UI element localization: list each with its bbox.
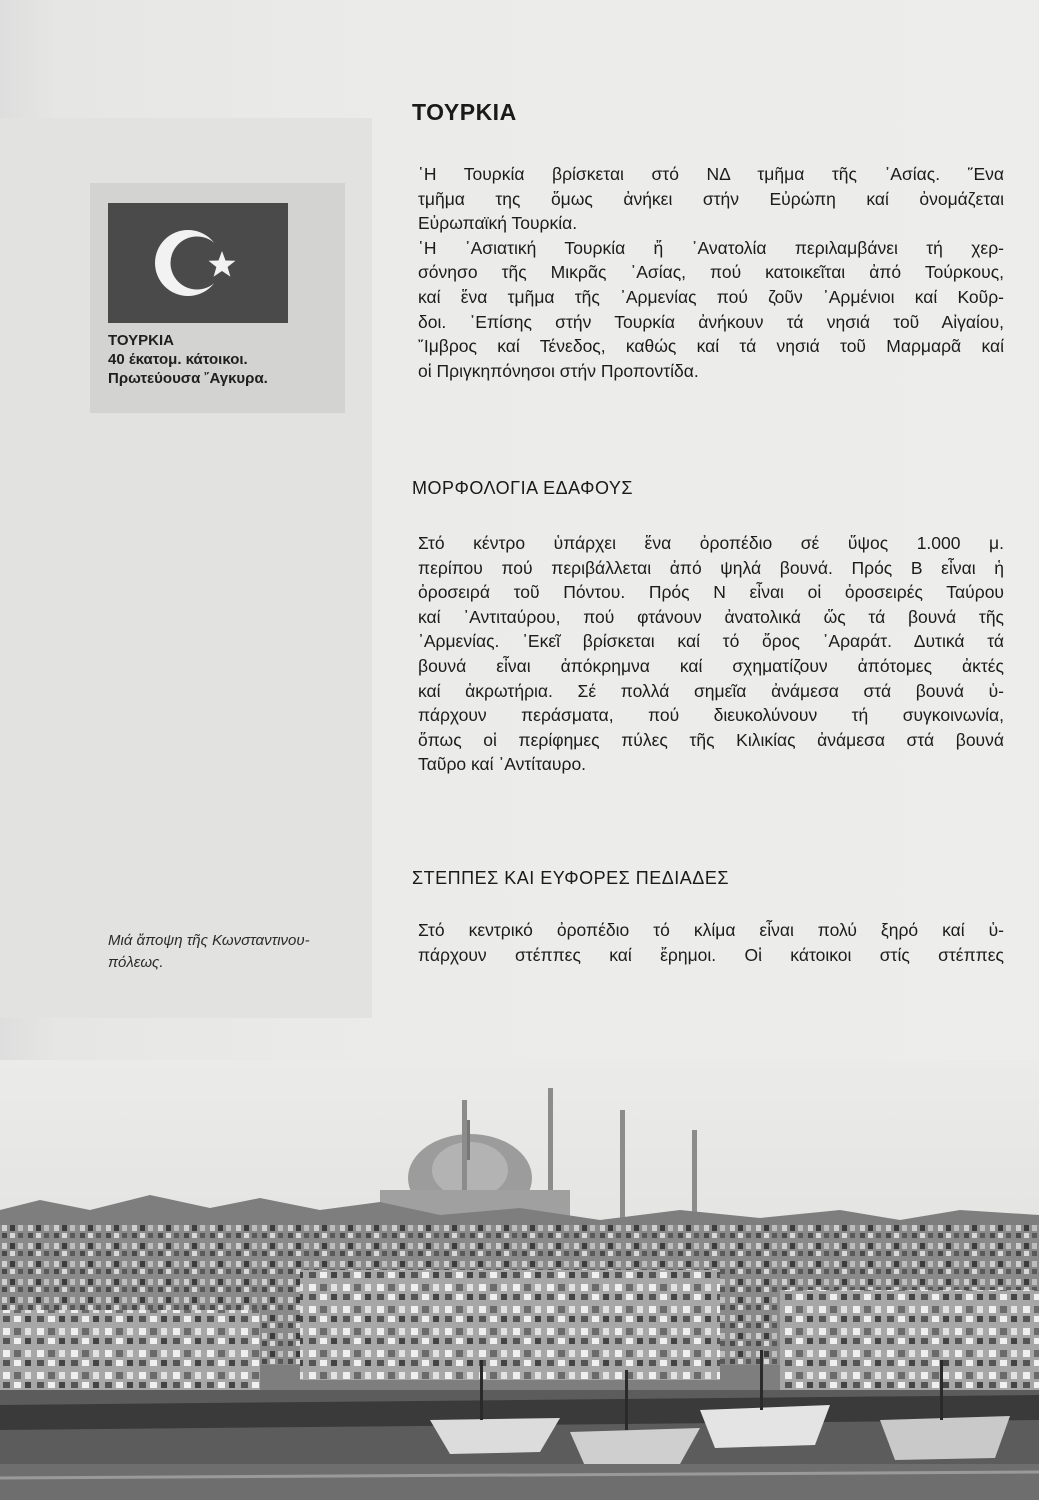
text-line: βουνά εἶναι ἀπόκρημνα καί σχηματίζουν ἀπότομες ἀκτές — [418, 655, 1004, 676]
text-line: οἱ Πριγκηπόνησοι στήν Προποντίδα. — [418, 360, 699, 381]
text-line: καί ᾿Αντιταύρου, πού φτάνουν ἀνατολικά ὥς τά βουνά τῆς — [418, 606, 1004, 627]
text-line: τμῆμα της ὅμως ἀνήκει στήν Εὐρώπη καί ὀνομάζεται — [418, 188, 1004, 209]
text-line: σόνησο τῆς Μικρᾶς ᾿Ασίας, πού κατοικεῖται ἀπό Τούρκους, — [418, 262, 1004, 283]
article-title: ΤΟΥΡΚΙΑ — [412, 99, 517, 125]
text-line: ᾿Αρμενίας. ᾿Εκεῖ βρίσκεται καί τό ὄρος ᾿Αραράτ. Δυτικά τά — [418, 631, 1004, 652]
text-line: καί ἀκρωτήρια. Σέ πολλά σημεῖα ἀνάμεσα στά βουνά ὑ- — [418, 680, 1004, 701]
turkey-flag — [108, 203, 288, 323]
text-line: ῎Ιμβρος καί Τένεδος, καθώς καί τά νησιά τοῦ Μαρμαρᾶ καί — [418, 336, 1004, 357]
text-line: πάρχουν περάσματα, πού διευκολύνουν τή συγκοινωνία, — [418, 705, 1004, 726]
istanbul-photo — [0, 1060, 1039, 1500]
photo-caption-line: Μιά ἄποψη τῆς Κωνσταντινου- — [108, 932, 310, 949]
text-line: ὅπως οἱ περίφημες πύλες τῆς Κιλικίας ἀνάμεσα στά βουνά — [418, 729, 1004, 750]
text-line: Εὐρωπαϊκή Τουρκία. — [418, 213, 578, 234]
text-line: ῾Η ᾿Ασιατική Τουρκία ἤ ᾿Ανατολία περιλαμβάνει τή χερ- — [418, 237, 1004, 258]
flag-caption-population: 40 έκατομ. κάτοικοι. — [108, 351, 248, 368]
text-line: δοι. ᾿Επίσης στήν Τουρκία ἀνήκουν τά νησιά τοῦ Αἰγαίου, — [418, 311, 1004, 332]
flag-caption-capital: Πρωτεύουσα ῎Αγκυρα. — [108, 370, 268, 387]
text-line: Ταῦρο καί ᾿Αντίταυρο. — [418, 754, 587, 775]
flag-caption-country: ΤΟΥΡΚΙΑ — [108, 332, 174, 349]
section-heading-steppes: ΣΤΕΠΠΕΣ ΚΑΙ ΕΥΦΟΡΕΣ ΠΕΔΙΑΔΕΣ — [412, 868, 729, 888]
flag-caption — [108, 331, 338, 388]
photo-caption-line: πόλεως. — [108, 954, 164, 971]
crescent-star-icon — [108, 203, 288, 323]
text-line: πάρχουν στέππες καί ἔρημοι. Οἱ κάτοικοι στίς στέππες — [418, 944, 1004, 965]
intro-paragraph — [418, 162, 1004, 383]
section-heading-morphology: ΜΟΡΦΟΛΟΓΙΑ ΕΔΑΦΟΥΣ — [412, 478, 634, 498]
photo-caption — [108, 930, 378, 974]
text-line: Στό κεντρικό ὀροπέδιο τό κλίμα εἶναι πολύ ξηρό καί ὑ- — [418, 920, 1004, 940]
text-line: Στό κέντρο ὑπάρχει ἕνα ὀροπέδιο σέ ὕψος 1.000 μ. — [418, 533, 1004, 553]
text-line: ὀροσειρά τοῦ Πόντου. Πρός Ν εἶναι οἱ ὀροσειρές Ταύρου — [418, 582, 1004, 603]
steppes-paragraph — [418, 918, 1004, 967]
text-line: ῾Η Τουρκία βρίσκεται στό ΝΔ τμῆμα τῆς ᾿Ασίας. ῞Ενα — [418, 164, 1004, 184]
text-line: καί ἕνα τμῆμα τῆς ᾿Αρμενίας πού ζοῦν ᾿Αρμένιοι καί Κοῦρ- — [418, 286, 1004, 307]
text-line: περίπου πού περιβάλλεται ἀπό ψηλά βουνά. Πρός Β εἶναι ἡ — [418, 557, 1004, 578]
morphology-paragraph — [418, 531, 1004, 777]
